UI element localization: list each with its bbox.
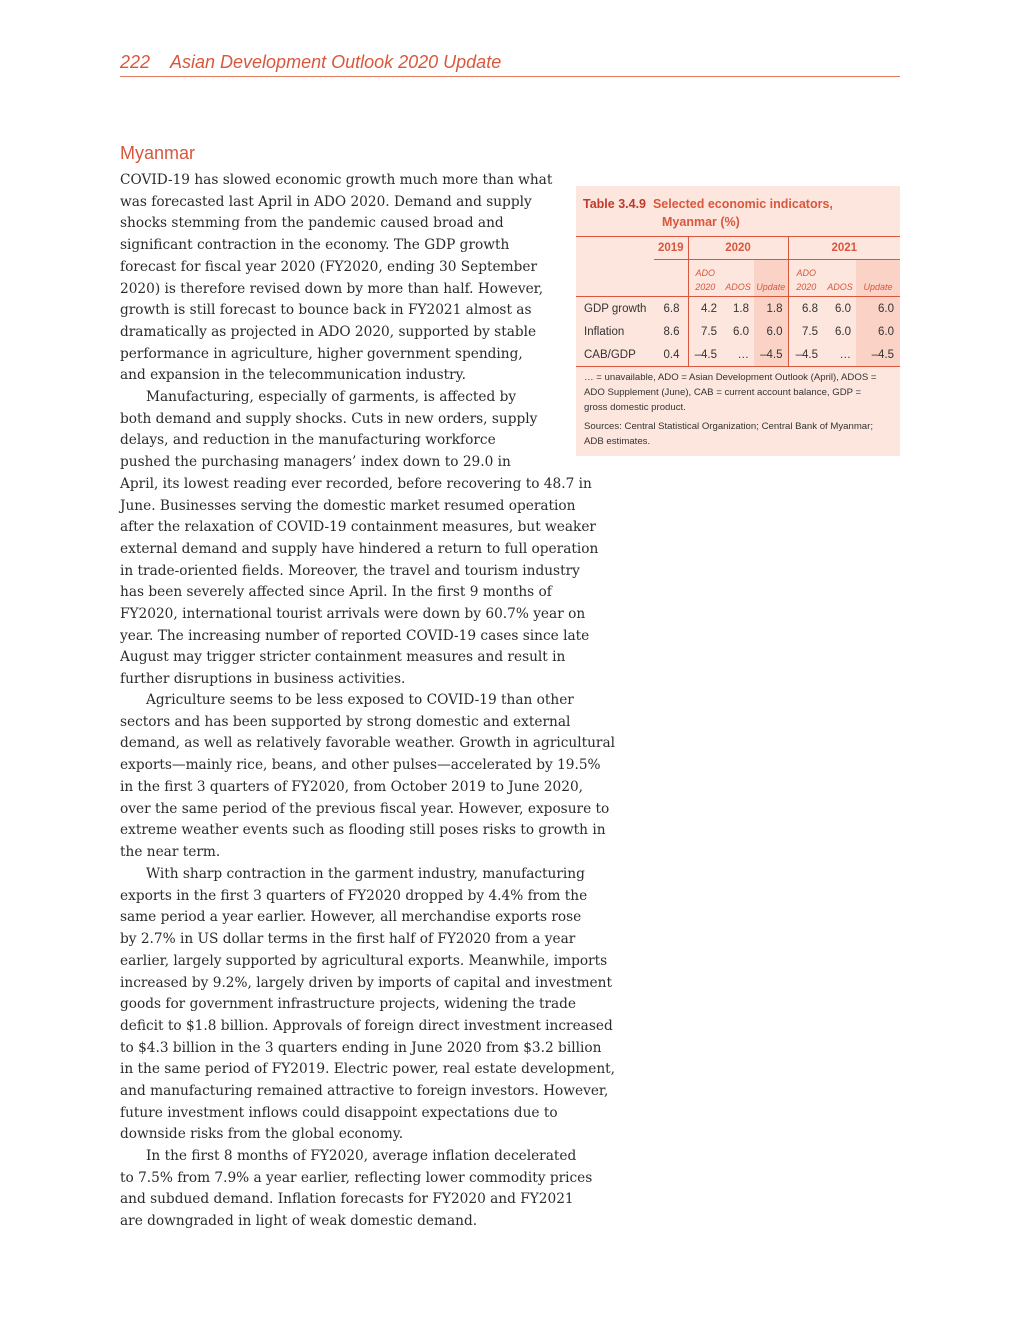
text-line: 2020) is therefore revised down by more than half. However, <box>120 280 544 297</box>
publication-title: Asian Development Outlook 2020 Update <box>170 52 502 72</box>
subheader-update-2020: Update <box>754 260 788 297</box>
paragraph-3 <box>120 690 615 864</box>
text-line: June. Businesses serving the domestic market resumed operation <box>120 497 576 514</box>
row-label: Inflation <box>584 325 625 338</box>
table-notes <box>584 370 884 453</box>
paragraph-5 <box>120 1146 592 1233</box>
text-line: by 2.7% in US dollar terms in the first half of FY2020 from a year <box>120 931 576 948</box>
paragraph-4 <box>120 864 615 1146</box>
row-label: CAB/GDP <box>576 343 654 367</box>
text-line: growth is still forecast to bounce back in FY2021 almost as <box>120 302 532 319</box>
text-line: after the relaxation of COVID-19 containment measures, but weaker <box>120 519 596 536</box>
text-line: year. The increasing number of reported COVID-19 cases since late <box>120 627 590 644</box>
section-title: Myanmar <box>120 143 196 163</box>
subheader-ados-2020: ADOS <box>722 260 754 297</box>
text-line: external demand and supply have hindered a return to full operation <box>120 540 599 557</box>
table-row: GDP growth 6.8 4.2 1.8 1.8 6.8 6.0 6.0 <box>576 297 900 321</box>
text-line: in trade-oriented fields. Moreover, the travel and tourism industry <box>120 562 580 579</box>
text-line: Agriculture seems to be less exposed to COVID-19 than other <box>146 692 574 708</box>
text-line: delays, and reduction in the manufacturing workforce <box>120 432 496 449</box>
text-line: increased by 9.2%, largely driven by imports of capital and investment <box>120 974 612 991</box>
table-title-line-1: Selected economic indicators, <box>652 197 833 211</box>
text-line: significant contraction in the economy. The GDP growth <box>120 237 510 254</box>
text-line: same period a year earlier. However, all merchandise exports rose <box>120 909 582 926</box>
text-line: was forecasted last April in ADO 2020. Demand and supply <box>120 193 532 210</box>
table-title <box>583 195 833 229</box>
subheader-ado-2020: ADO 2020 <box>688 260 722 297</box>
table-row: Inflation 8.6 7.5 6.0 6.0 7.5 6.0 6.0 <box>576 320 900 343</box>
text-line: August may trigger stricter containment measures and result in <box>120 649 566 666</box>
economic-indicators-table-box <box>576 186 900 456</box>
text-line: pushed the purchasing managers’ index down to 29.0 in <box>120 454 511 471</box>
text-line: and expansion in the telecommunication industry. <box>120 367 466 384</box>
text-line: are downgraded in light of weak domestic demand. <box>120 1213 478 1230</box>
text-line: has been severely affected since April. In the first 9 months of <box>120 584 552 601</box>
text-line: deficit to $1.8 billion. Approvals of foreign direct investment increased <box>120 1017 613 1034</box>
year-2019-header: 2019 <box>654 237 688 260</box>
text-line: extreme weather events such as flooding still poses risks to growth in <box>120 822 606 839</box>
text-line: to $4.3 billion in the 3 quarters ending in June 2020 from $3.2 billion <box>120 1039 602 1056</box>
text-line: dramatically as projected in ADO 2020, supported by stable <box>120 323 537 340</box>
running-header <box>120 52 900 77</box>
text-line: exports—mainly rice, beans, and other pulses—accelerated by 19.5% <box>120 757 601 774</box>
table-sources-note: Sources: Central Statistical Organization; Central Bank of Myanmar; ADB estimates. <box>584 421 874 447</box>
text-line: demand, as well as relatively favorable weather. Growth in agricultural <box>120 735 615 752</box>
text-line: the near term. <box>120 843 221 860</box>
text-line: further disruptions in business activities. <box>120 671 406 688</box>
year-2020-header: 2020 <box>688 237 788 260</box>
table-abbreviations-note: … = unavailable, ADO = Asian Development Outlook (April), ADOS = ADO Supplement (June), CAB = current account balance, GDP = gross domestic product. <box>584 372 877 413</box>
subheader-ados-2021: ADOS <box>824 260 856 297</box>
text-line: COVID-19 has slowed economic growth much more than what <box>120 172 553 188</box>
text-line: forecast for fiscal year 2020 (FY2020, ending 30 September <box>120 258 538 275</box>
table-row: CAB/GDP 0.4 –4.5 … –4.5 –4.5 … –4.5 <box>576 343 900 367</box>
text-line: With sharp contraction in the garment industry, manufacturing <box>146 866 585 882</box>
text-line: goods for government infrastructure projects, widening the trade <box>120 996 577 1013</box>
text-line: and manufacturing remained attractive to foreign investors. However, <box>120 1083 609 1100</box>
text-line: exports in the first 3 quarters of FY2020 dropped by 4.4% from the <box>120 887 588 904</box>
text-line: in the first 3 quarters of FY2020, from October 2019 to June 2020, <box>120 778 584 795</box>
text-line: downside risks from the global economy. <box>120 1126 404 1143</box>
table-number: Table 3.4.9 <box>583 197 646 211</box>
text-line: April, its lowest reading ever recorded, before recovering to 48.7 in <box>120 475 592 492</box>
text-line: Manufacturing, especially of garments, is affected by <box>146 389 517 405</box>
subheader-ado-2021: ADO 2020 <box>788 260 824 297</box>
text-line: both demand and supply shocks. Cuts in new orders, supply <box>120 410 538 427</box>
row-label: GDP growth <box>584 302 647 315</box>
text-line: over the same period of the previous fiscal year. However, exposure to <box>120 800 610 817</box>
paragraph-1 <box>120 170 552 387</box>
text-line: performance in agriculture, higher government spending, <box>120 345 523 362</box>
text-line: and subdued demand. Inflation forecasts for FY2020 and FY2021 <box>120 1191 574 1208</box>
year-2021-header: 2021 <box>788 237 900 260</box>
indicators-table <box>576 236 900 367</box>
text-line: earlier, largely supported by agricultural exports. Meanwhile, imports <box>120 952 608 969</box>
text-line: In the first 8 months of FY2020, average inflation decelerated <box>146 1148 577 1164</box>
paragraph-2 <box>120 387 598 691</box>
text-line: in the same period of FY2019. Electric power, real estate development, <box>120 1061 616 1078</box>
text-line: future investment inflows could disappoint expectations due to <box>120 1104 558 1121</box>
page-number: 222 <box>120 52 151 72</box>
subheader-update-2021: Update <box>856 260 900 297</box>
text-line: shocks stemming from the pandemic caused broad and <box>120 215 504 232</box>
table-title-line-2: Myanmar (%) <box>662 215 740 229</box>
text-line: FY2020, international tourist arrivals were down by 60.7% year on <box>120 606 586 623</box>
text-line: to 7.5% from 7.9% a year earlier, reflecting lower commodity prices <box>120 1169 593 1186</box>
text-line: sectors and has been supported by strong domestic and external <box>120 713 571 730</box>
